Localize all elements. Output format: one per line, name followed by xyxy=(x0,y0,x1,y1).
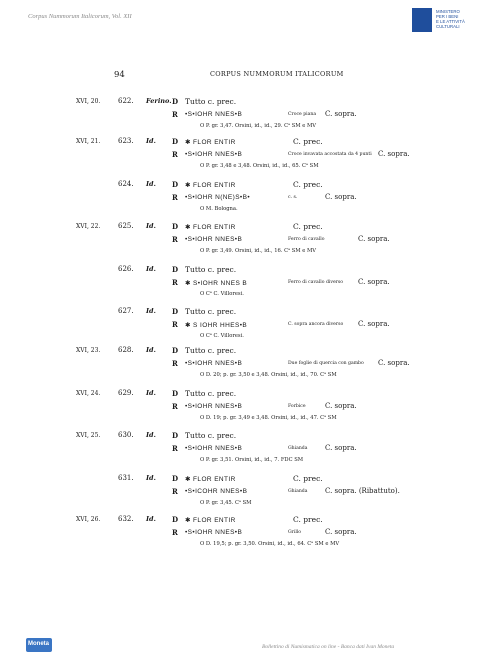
reverse-description: c. s. xyxy=(288,195,298,200)
reverse-description: Croce piana xyxy=(288,112,317,117)
obverse-description: C. prec. xyxy=(293,222,323,231)
entry-mint: Id. xyxy=(146,431,156,439)
page-number: 94 xyxy=(114,70,125,80)
obverse-legend: ✱ FLOR ENTIR xyxy=(185,476,236,483)
entry-reference: XVI, 26. xyxy=(76,516,101,523)
reverse-description: Ghianda xyxy=(288,446,308,451)
reverse-legend: ✱ S•IOHR NNES B xyxy=(185,280,248,287)
entry-mint: Id. xyxy=(146,307,156,315)
obverse-marker: D xyxy=(172,346,179,355)
obverse-marker: D xyxy=(172,307,179,316)
entry-metadata: O Cᵃ C. Villoresi. xyxy=(200,291,244,297)
entry-number: 629. xyxy=(118,389,134,397)
entry-metadata: O D. 19; p. gr. 3,49 e 3,48. Orsini, id., id., 47. Cᵃ SM xyxy=(200,415,337,421)
journal-header: Corpus Nummorum Italicorum, Vol. XII xyxy=(28,13,132,20)
entry-mint: Id. xyxy=(146,515,156,523)
page-title: CORPUS NUMMORUM ITALICORUM xyxy=(210,70,344,78)
obverse-marker: D xyxy=(172,97,179,106)
reverse-description: Forbice xyxy=(288,404,306,409)
entry-metadata: O P. gr. 3,45. Cᵃ SM xyxy=(200,500,252,506)
obverse-description: Tutto c. prec. xyxy=(185,307,237,316)
entry-metadata: O P. gr. 3,49. Orsini, id., id., 16. Cᵃ SM e MV xyxy=(200,248,317,254)
reverse-legend: •S•ICOHR NNES•B xyxy=(185,488,248,495)
obverse-description: C. prec. xyxy=(293,515,323,524)
reverse-description: Croce invavata accostata da 4 punti xyxy=(288,152,372,157)
entry-reference: XVI, 24. xyxy=(76,390,101,397)
footer-credit: Bollettino di Numismatica on line - Banca dati Ivan Moneta xyxy=(262,644,395,650)
obverse-marker: D xyxy=(172,265,179,274)
obverse-description: Tutto c. prec. xyxy=(185,346,237,355)
reverse-marker: R xyxy=(172,359,178,368)
entry-metadata: O D. 20; p. gr. 3,50 e 3,48. Orsini, id., id., 70. Cᵃ SM xyxy=(200,372,337,378)
entry-number: 630. xyxy=(118,431,134,439)
reverse-tail: C. sopra. xyxy=(325,193,357,201)
entry-reference: XVI, 21. xyxy=(76,138,101,145)
entry-mint: Id. xyxy=(146,222,156,230)
entry-metadata: O D. 19,5; p. gr. 3,50. Orsini, id., id., 64. Cᵃ SM e MV xyxy=(200,541,340,547)
entry-number: 628. xyxy=(118,346,134,354)
entry-number: 632. xyxy=(118,515,134,523)
reverse-legend: •S•IOHR NNES•B xyxy=(185,445,243,452)
entry-reference: XVI, 23. xyxy=(76,347,101,354)
reverse-tail: C. sopra. xyxy=(378,150,410,158)
reverse-tail: C. sopra. xyxy=(325,402,357,410)
reverse-tail: C. sopra. xyxy=(325,110,357,118)
reverse-description: Ferro di cavallo xyxy=(288,237,325,242)
entry-number: 624. xyxy=(118,180,134,188)
reverse-description: Ferro di cavallo diverso xyxy=(288,280,343,285)
entry-reference: XVI, 25. xyxy=(76,432,101,439)
reverse-legend: ✱ S IOHR HHES•B xyxy=(185,322,248,329)
reverse-marker: R xyxy=(172,487,178,496)
reverse-tail: C. sopra. (Ribattuto). xyxy=(325,487,400,495)
entry-number: 625. xyxy=(118,222,134,230)
obverse-marker: D xyxy=(172,474,179,483)
reverse-marker: R xyxy=(172,235,178,244)
reverse-tail: C. sopra. xyxy=(358,235,390,243)
reverse-marker: R xyxy=(172,193,178,202)
ministry-logo xyxy=(412,8,476,38)
reverse-legend: •S•IOHR NNES•B xyxy=(185,360,243,367)
obverse-description: Tutto c. prec. xyxy=(185,431,237,440)
footer-logo xyxy=(26,638,54,656)
obverse-description: C. prec. xyxy=(293,180,323,189)
obverse-description: C. prec. xyxy=(293,137,323,146)
entry-mint: Id. xyxy=(146,346,156,354)
reverse-description: C. sopra ancora diverso xyxy=(288,322,344,327)
obverse-marker: D xyxy=(172,389,179,398)
reverse-description: Grillo xyxy=(288,530,302,535)
obverse-legend: ✱ FLOR ENTIR xyxy=(185,224,236,231)
obverse-description: Tutto c. prec. xyxy=(185,389,237,398)
entry-mint: Ferino. xyxy=(146,97,172,105)
obverse-marker: D xyxy=(172,515,179,524)
reverse-tail: C. sopra. xyxy=(325,444,357,452)
reverse-marker: R xyxy=(172,278,178,287)
obverse-marker: D xyxy=(172,222,179,231)
obverse-description: C. prec. xyxy=(293,474,323,483)
reverse-tail: C. sopra. xyxy=(358,278,390,286)
entry-mint: Id. xyxy=(146,389,156,397)
reverse-legend: •S•IOHR N(NE)S•B• xyxy=(185,194,251,201)
reverse-tail: C. sopra. xyxy=(358,320,390,328)
entry-number: 622. xyxy=(118,97,134,105)
reverse-tail: C. sopra. xyxy=(378,359,410,367)
entry-mint: Id. xyxy=(146,474,156,482)
entry-metadata: O P. gr. 3,47. Orsini, id., id., 29. Cᵃ SM e MV xyxy=(200,123,317,129)
entry-mint: Id. xyxy=(146,180,156,188)
obverse-marker: D xyxy=(172,137,179,146)
reverse-description: Ghianda xyxy=(288,489,308,494)
reverse-description: Due foglie di quercia con gambo xyxy=(288,361,364,366)
reverse-marker: R xyxy=(172,150,178,159)
reverse-legend: •S•IOHR NNES•B xyxy=(185,151,243,158)
reverse-marker: R xyxy=(172,528,178,537)
reverse-tail: C. sopra. xyxy=(325,528,357,536)
reverse-marker: R xyxy=(172,444,178,453)
reverse-marker: R xyxy=(172,320,178,329)
entry-number: 623. xyxy=(118,137,134,145)
entry-metadata: O M. Bologna. xyxy=(200,206,238,212)
reverse-legend: •S•IOHR NNES•B xyxy=(185,236,243,243)
footer-logo-text: Moneta xyxy=(28,641,49,647)
reverse-legend: •S•IOHR NNES•B xyxy=(185,111,243,118)
entry-mint: Id. xyxy=(146,265,156,273)
entry-mint: Id. xyxy=(146,137,156,145)
entry-number: 631. xyxy=(118,474,134,482)
ministry-logo-text: MINISTERO PER I BENI E LE ATTIVITÀ CULTURALI xyxy=(436,9,465,29)
entry-number: 627. xyxy=(118,307,134,315)
entry-number: 626. xyxy=(118,265,134,273)
entry-metadata: O Cᵃ C. Villoresi. xyxy=(200,333,244,339)
reverse-legend: •S•IOHR NNES•B xyxy=(185,403,243,410)
obverse-description: Tutto c. prec. xyxy=(185,265,237,274)
obverse-legend: ✱ FLOR ENTIR xyxy=(185,517,236,524)
ministry-emblem-icon xyxy=(412,8,432,32)
obverse-legend: ✱ FLOR ENTIR xyxy=(185,139,236,146)
entry-metadata: O P. gr. 3,51. Orsini, id., id., 7. FDC SM xyxy=(200,457,304,463)
obverse-description: Tutto c. prec. xyxy=(185,97,237,106)
entry-reference: XVI, 20. xyxy=(76,98,101,105)
reverse-marker: R xyxy=(172,402,178,411)
obverse-marker: D xyxy=(172,431,179,440)
entry-metadata: O P. gr. 3,48 e 3,48. Orsini, id., id., 65. Cᵃ SM xyxy=(200,163,319,169)
reverse-legend: •S•IOHR NNES•B xyxy=(185,529,243,536)
entry-reference: XVI, 22. xyxy=(76,223,101,230)
obverse-marker: D xyxy=(172,180,179,189)
obverse-legend: ✱ FLOR ENTIR xyxy=(185,182,236,189)
reverse-marker: R xyxy=(172,110,178,119)
